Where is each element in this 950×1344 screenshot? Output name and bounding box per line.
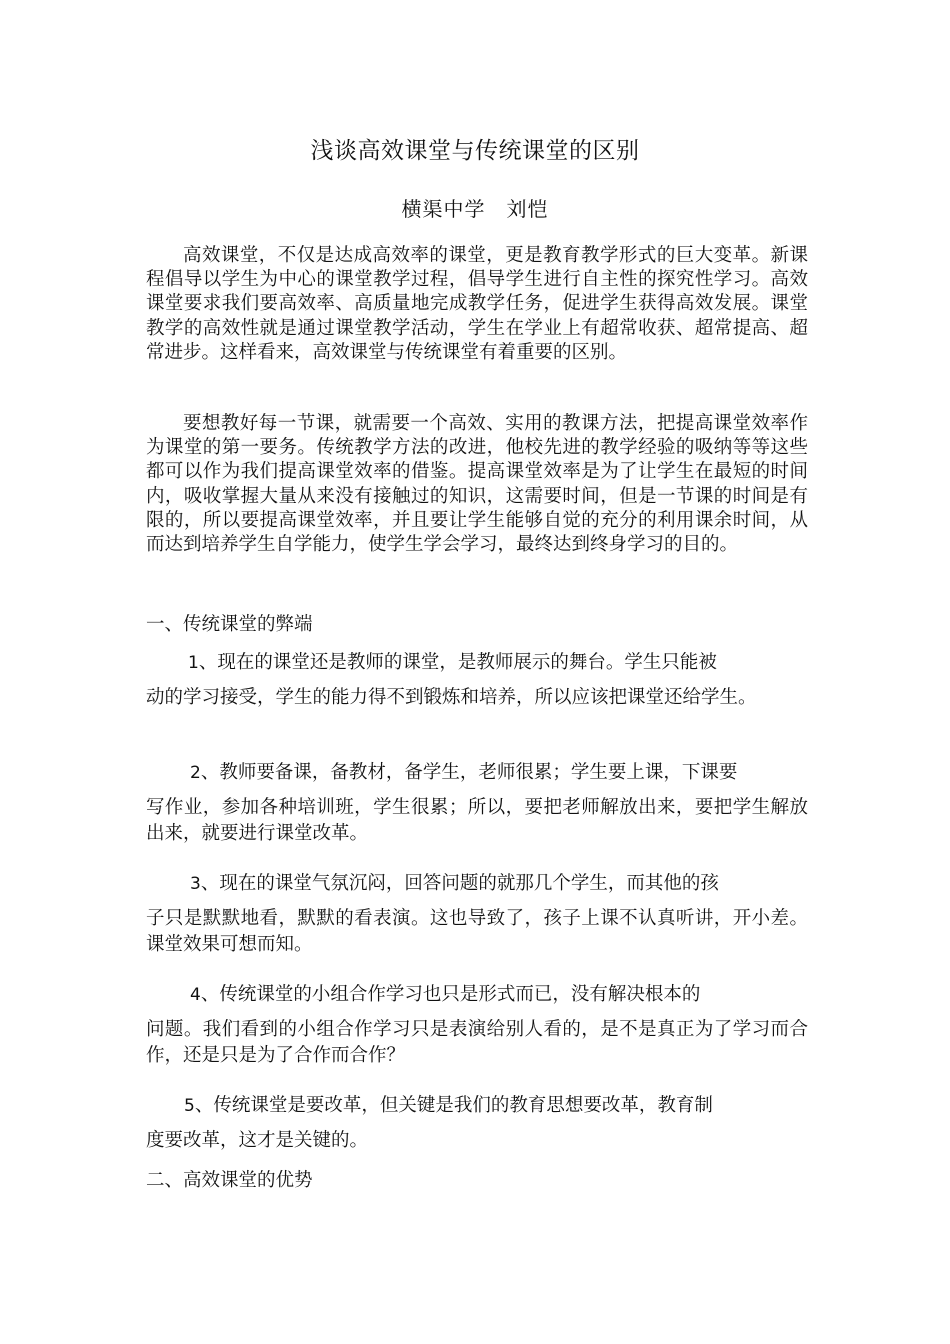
list-item-rest-text: 问题。我们看到的小组合作学习只是表演给别人看的，是不是真正为了学习而合作，还是只是为了合作而合作？	[146, 1019, 808, 1066]
list-item-rest-text: 子只是默默地看，默默的看表演。这也导致了，孩子上课不认真听讲，开小差。课堂效果可想而知。	[146, 908, 808, 955]
list-item-number: 5	[184, 1096, 195, 1116]
list-item-2	[146, 760, 808, 847]
list-item-first-text: 、传统课堂的小组合作学习也只是形式而已，没有解决根本的	[200, 984, 701, 1005]
second-paragraph: 要想教好每一节课，就需要一个高效、实用的教课方法，把提高课堂效率作为课堂的第一要务。传统教学方法的改进，他校先进的教学经验的吸纳等等这些都可以作为我们提高课堂效率的借鉴。提高课堂效率是为了让学生在最短的时间内，吸收掌握大量从来没有接触过的知识，这需要时间，但是一节课的时间是有限的，所以要提高课堂效率，并且要让学生能够自觉的充分的利用课余时间，从而达到培养学生自学能力，使学生学会学习，最终达到终身学习的目的。	[146, 413, 808, 556]
list-item-number: 1	[188, 653, 199, 673]
list-item-first-line	[146, 871, 808, 897]
list-item-number: 2	[190, 763, 201, 783]
list-item-rest-text: 写作业，参加各种培训班，学生很累；所以，要把老师解放出来，要把学生解放出来，就要进行课堂改革。	[146, 797, 808, 844]
list-item-first-text: 、教师要备课，备教材，备学生，老师很累；学生要上课，下课要	[200, 762, 738, 783]
list-item-first-line	[146, 1093, 808, 1119]
list-item-first-text: 、现在的课堂气氛沉闷，回答问题的就那几个学生，而其他的孩	[200, 873, 719, 894]
section-heading-1: 一、传统课堂的弊端	[146, 614, 313, 635]
list-item-rest-text: 动的学习接受，学生的能力得不到锻炼和培养，所以应该把课堂还给学生。	[146, 687, 757, 708]
list-item-number: 4	[190, 985, 201, 1005]
list-item-first-line	[146, 982, 808, 1008]
section-heading-2: 二、高效课堂的优势	[146, 1170, 313, 1191]
document-title: 浅谈高效课堂与传统课堂的区别	[310, 138, 640, 164]
list-item-3	[146, 871, 808, 958]
list-item-first-text: 、现在的课堂还是教师的课堂，是教师展示的舞台。学生只能被	[198, 652, 717, 673]
list-item-number: 3	[190, 874, 201, 894]
document-author: 横渠中学 刘恺	[401, 197, 549, 221]
list-item-first-line	[146, 760, 808, 786]
intro-paragraph: 高效课堂，不仅是达成高效率的课堂，更是教育教学形式的巨大变革。新课程倡导以学生为中心的课堂教学过程，倡导学生进行自主性的探究性学习。高效课堂要求我们要高效率、高质量地完成教学任务，促进学生获得高效发展。课堂教学的高效性就是通过课堂教学活动，学生在学业上有超常收获、超常提高、超常进步。这样看来，高效课堂与传统课堂有着重要的区别。	[146, 245, 808, 363]
list-item-first-line	[146, 650, 808, 676]
list-item-1	[146, 650, 808, 711]
list-item-5	[146, 1093, 808, 1154]
list-item-first-text: 、传统课堂是要改革，但关键是我们的教育思想要改革，教育制	[194, 1095, 713, 1116]
list-item-rest-text: 度要改革，这才是关键的。	[146, 1130, 369, 1151]
list-item-4	[146, 982, 808, 1069]
